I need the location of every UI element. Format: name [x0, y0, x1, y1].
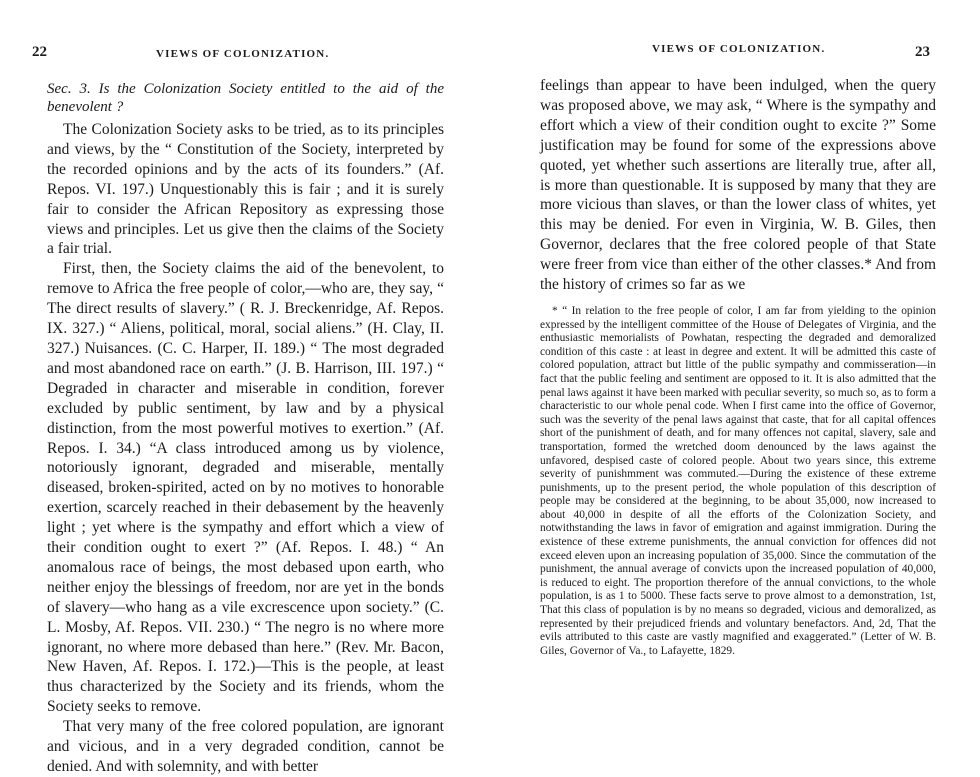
right-page	[490, 0, 980, 756]
right-page-header	[490, 43, 980, 66]
page-number: 22	[32, 44, 47, 60]
paragraph: The Colonization Society asks to be tried, as to its principles and views, by the “ Constitution of the Society, interpreted by the recorded opinions and by the acts of its founders.” (Af. Repos. VI. 197.) Unquestionably this is fair ; and it is surely fair to consider the African Repository as expressing those views and principles. Let us give then the claims of the Society a fair trial.	[47, 121, 444, 258]
page-number: 23	[915, 44, 930, 60]
running-head: VIEWS OF COLONIZATION.	[156, 48, 330, 60]
left-page	[0, 0, 490, 775]
section-heading: Sec. 3. Is the Colonization Society entitled to the aid of the benevolent ?	[47, 81, 444, 115]
right-page-text	[540, 76, 936, 658]
paragraph: feelings than appear to have been indulged, when the query was proposed above, we may ask, “ Where is the sympathy and effort which a view of their condition ought to excite ?” Some justification may be found for some of the expressions above quoted, yet whether such assertions are literally true, after all, is more than questionable. It is supposed by many that they are more vicious than slaves, or than the lower class of whites, yet this may be denied. For even in Virginia, W. B. Giles, then Governor, declares that the free colored people of that State were freer from vice than either of the other classes.* And from the history of crimes so far as we	[540, 77, 936, 294]
left-page-header	[0, 46, 490, 66]
running-head: VIEWS OF COLONIZATION.	[652, 43, 826, 55]
footnote: * “ In relation to the free people of color, I am far from yielding to the opinion expressed by the intelligent committee of the House of Delegates of Virginia, and the enthusiastic memorialists of Powhatan, respecting the degraded and demoralized condition of this caste : at least in degree and extent. It will be admitted this caste of colored population, attract but little of the public sympathy and commisseration—in fact that the public feeling and sentiment are opposed to it. It is also admitted that the penal laws against it have been marked with peculiar severity, so much so, as to form a characteristic to our whole penal code. When I first came into the office of Governor, such was the severity of the penal laws against that caste, that for all capital offences short of the punishment of death, and for many offences not capital, slavery, sale and transportation, formed the wretched doom denounced by the laws against the unfavored, despised caste of colored people. About two years since, this extreme severity of punishmment was commuted.—During the existence of these extreme punishments, up to the present period, the whole population of this description of people may be considered at the beginning, to be about 35,000, now increased to about 40,000 in despite of all the efforts of the Colonization Society, and notwithstanding the laws in favor of emigration and against immigration. During the existence of these extreme punishments, the annual conviction for offences did not exceed eleven upon an increasing population of 35,000. Since the commutation of the punishment, the annual average of convicts upon the increased population of 40,000, is reduced to eight. The proportion therefore of the annual convictions, to the whole population, is as 1 to 5000. These facts serve to prove almost to a demonstration, 1st, That this class of population is by no means so degraded, vicious and demoralized, as represented by their prejudiced friends and voluntary benefactors. And, 2d, That the evils attributed to this caste are vastly magnified and exaggerated.” (Letter of W. B. Giles, Governor of Va., to Lafayette, 1829.	[540, 304, 936, 657]
paragraph: First, then, the Society claims the aid of the benevolent, to remove to Africa the free people of color,—who are, they say, “ The direct results of slavery.” ( R. J. Breckenridge, Af. Repos. IX. 327.) “ Aliens, political, moral, social aliens.” (H. Clay, II. 327.) Nuisances. (C. C. Harper, II. 189.) “ The most degraded and most abandoned race on earth.” (J. B. Harrison, III. 197.) “ Degraded in character and miserable in condition, forever excluded by public sentiment, by law and by a physical distinction, from the most powerful motives to exertion.” (Af. Repos. I. 34.) “A class introduced among us by violence, notoriously ignorant, degraded and miserable, mentally diseased, broken-spirited, acted on by no motives to honorable exertion, scarcely reached in their debasement by the heavenly light ; yet where is the sympathy and effort which a view of their condition ought to exert ?” (Af. Repos. I. 48.) “ An anomalous race of beings, the most debased upon earth, who neither enjoy the blessings of freedom, nor are yet in the bonds of slavery—who hang as a vile excrescence upon society.” (C. L. Mosby, Af. Repos. VII. 230.) “ The negro is no where more ignorant, no where more debased than here.” (Rev. Mr. Bacon, New Haven, Af. Repos. I. 172.)—This is the people, at least thus characterized by the Society and its friends, whom the Society seeks to remove.	[47, 260, 444, 716]
left-page-text	[47, 80, 444, 777]
paragraph: That very many of the free colored population, are ignorant and vicious, and in a very degraded condition, cannot be denied. And with solemnity, and with better	[47, 718, 444, 775]
